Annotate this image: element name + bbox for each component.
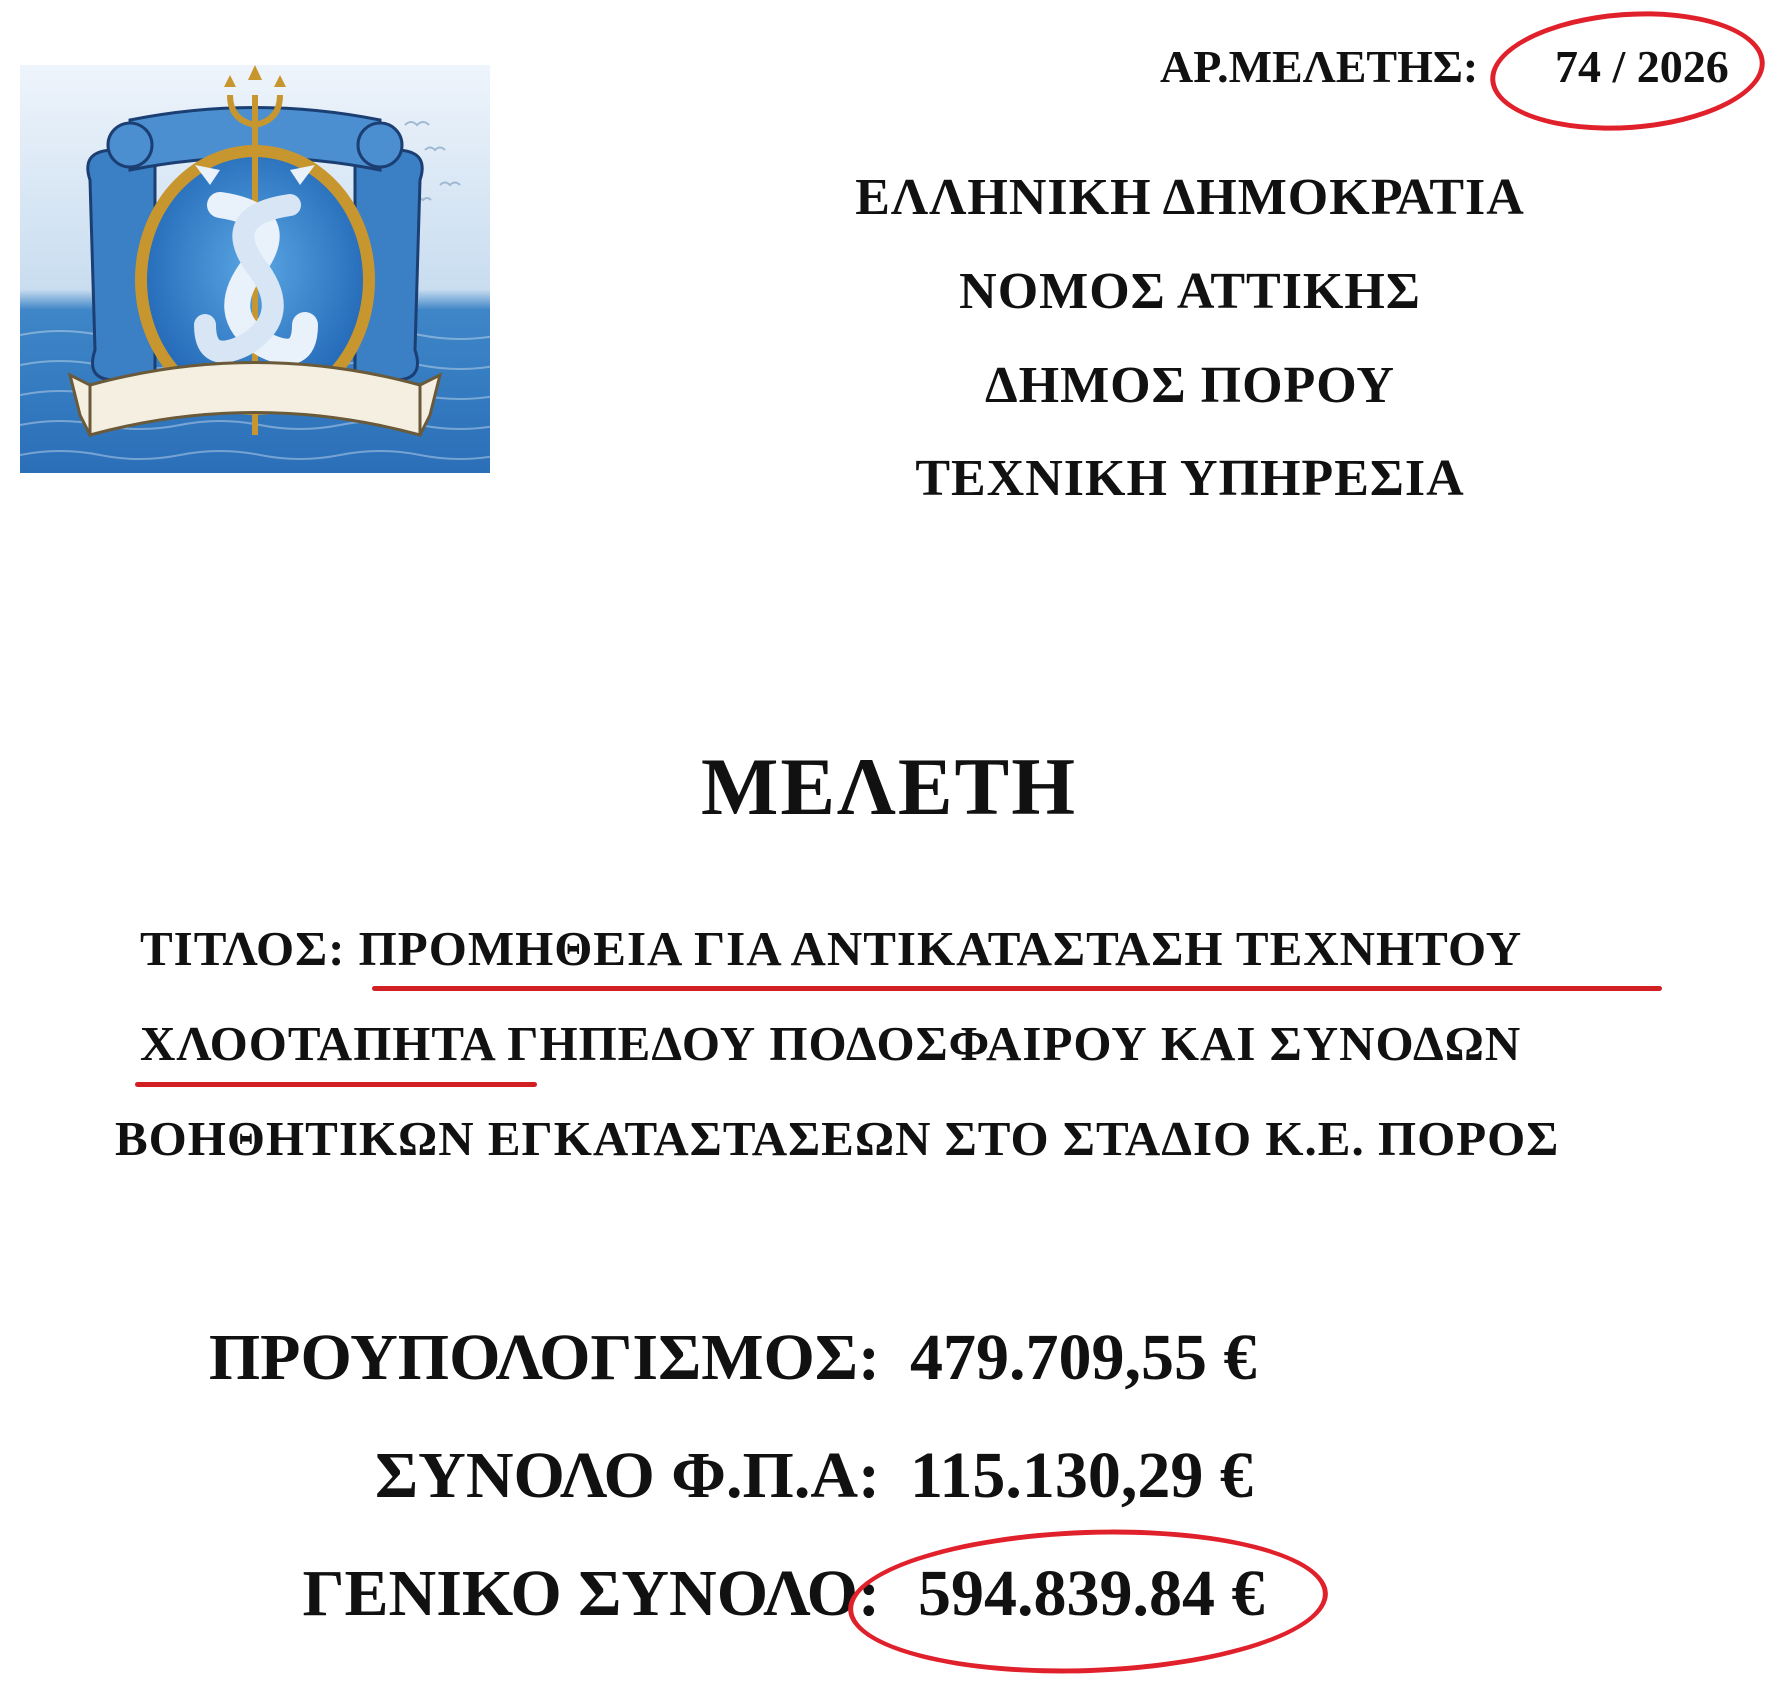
title-line-2-text: ΓΗΠΕΔΟΥ ΠΟΔΟΣΦΑΙΡΟΥ ΚΑΙ ΣΥΝΟΔΩΝ	[507, 1016, 1522, 1071]
total-label: ΓΕΝΙΚΟ ΣΥΝΟΛΟ:	[302, 1557, 880, 1630]
study-number-value: 74 / 2026	[1555, 41, 1729, 92]
header-prefecture: ΝΟΜΟΣ ΑΤΤΙΚΗΣ	[959, 263, 1421, 320]
title-line-2	[140, 1015, 1521, 1072]
title-label: ΤΙΤΛΟΣ:	[140, 921, 346, 976]
title-underline-2	[135, 1082, 537, 1087]
title-line-2-underlined: ΧΛΟΟΤΑΠΗΤΑ	[140, 1016, 495, 1071]
total-highlight-circle	[846, 1522, 1331, 1681]
title-line-1	[140, 920, 1522, 977]
title-line-3: ΒΟΗΘΗΤΙΚΩΝ ΕΓΚΑΤΑΣΤΑΣΕΩΝ ΣΤΟ ΣΤΑΔΙΟ Κ.Ε. ΠΟΡΟΣ	[115, 1111, 1560, 1166]
header-municipality: ΔΗΜΟΣ ΠΟΡΟΥ	[985, 357, 1395, 414]
budget-label: ΠΡΟΥΠΟΛΟΓΙΣΜΟΣ:	[208, 1321, 880, 1394]
study-number-label: ΑΡ.ΜΕΛΕΤΗΣ:	[1160, 41, 1479, 92]
title-underline-1	[372, 986, 1662, 991]
title-line-1-text: ΠΡΟΜΗΘΕΙΑ ΓΙΑ ΑΝΤΙΚΑΤΑΣΤΑΣΗ ΤΕΧΝΗΤΟΥ	[358, 921, 1523, 976]
total-value: 594.839.84 €	[918, 1557, 1265, 1630]
municipal-crest-icon	[20, 65, 490, 473]
header-country: ΕΛΛΗΝΙΚΗ ΔΗΜΟΚΡΑΤΙΑ	[855, 169, 1525, 226]
header-department: ΤΕΧΝΙΚΗ ΥΠΗΡΕΣΙΑ	[915, 450, 1465, 507]
budget-value: 479.709,55 €	[910, 1321, 1257, 1394]
vat-value: 115.130,29 €	[910, 1439, 1253, 1512]
vat-label: ΣΥΝΟΛΟ Φ.Π.Α:	[375, 1439, 880, 1512]
study-number-highlight-circle	[1486, 3, 1769, 140]
document-heading: ΜΕΛΕΤΗ	[700, 741, 1078, 832]
